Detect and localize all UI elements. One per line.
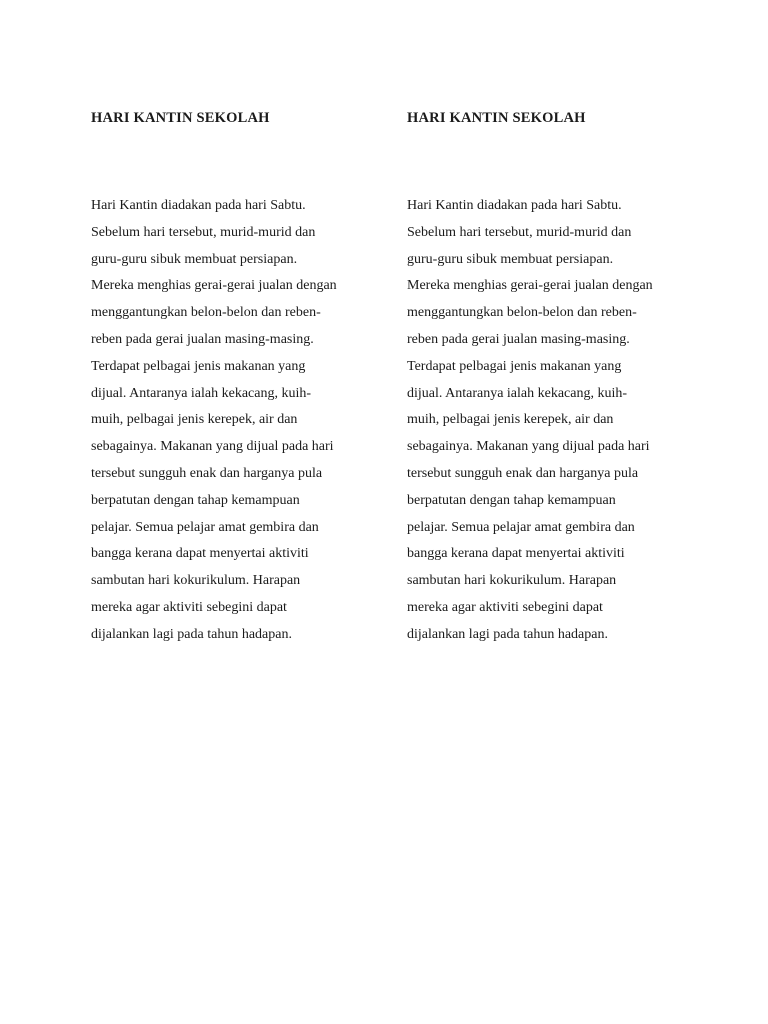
paragraph-line: mereka agar aktiviti sebegini dapat [91,599,287,615]
left-column [91,108,381,649]
paragraph-line: Sebelum hari tersebut, murid-murid dan [91,224,316,240]
right-column [407,108,697,649]
paragraph-line: Hari Kantin diadakan pada hari Sabtu. [407,198,622,213]
paragraph-line: Terdapat pelbagai jenis makanan yang [407,358,622,374]
paragraph-line: menggantungkan belon-belon dan reben- [407,305,637,321]
column-title: HARI KANTIN SEKOLAH [407,110,586,126]
paragraph-line: berpatutan dengan tahap kemampuan [407,492,616,508]
column-title: HARI KANTIN SEKOLAH [91,110,270,126]
paragraph-line: sambutan hari kokurikulum. Harapan [407,573,617,589]
paragraph-line: menggantungkan belon-belon dan reben- [91,305,321,321]
paragraph-line: sambutan hari kokurikulum. Harapan [91,573,301,589]
paragraph-line: sebagainya. Makanan yang dijual pada hari [91,439,334,455]
paragraph-line: Mereka menghias gerai-gerai jualan dengan [91,278,337,294]
paragraph-line: guru-guru sibuk membuat persiapan. [91,251,298,267]
paragraph-line: tersebut sungguh enak dan harganya pula [91,465,323,481]
paragraph-line: Hari Kantin diadakan pada hari Sabtu. [91,198,306,213]
paragraph-line: Terdapat pelbagai jenis makanan yang [91,358,306,374]
paragraph-line: dijual. Antaranya ialah kekacang, kuih- [91,385,312,401]
paragraph-line: berpatutan dengan tahap kemampuan [91,492,300,508]
paragraph-line: bangga kerana dapat menyertai aktiviti [407,546,625,562]
paragraph-line: reben pada gerai jualan masing-masing. [407,331,630,347]
paragraph-line: bangga kerana dapat menyertai aktiviti [91,546,309,562]
paragraph-line: guru-guru sibuk membuat persiapan. [407,251,614,267]
paragraph-line: muih, pelbagai jenis kerepek, air dan [91,412,298,428]
paragraph-line: dijalankan lagi pada tahun hadapan. [91,626,292,642]
paragraph-line: mereka agar aktiviti sebegini dapat [407,599,603,615]
paragraph-line: sebagainya. Makanan yang dijual pada hari [407,439,650,455]
paragraph-line: reben pada gerai jualan masing-masing. [91,331,314,347]
paragraph-line: dijalankan lagi pada tahun hadapan. [407,626,608,642]
paragraph-line: Mereka menghias gerai-gerai jualan dengan [407,278,653,294]
paragraph-line: pelajar. Semua pelajar amat gembira dan [407,519,635,535]
paragraph-line: tersebut sungguh enak dan harganya pula [407,465,639,481]
paragraph-line: dijual. Antaranya ialah kekacang, kuih- [407,385,628,401]
paragraph-line: pelajar. Semua pelajar amat gembira dan [91,519,319,535]
paragraph-line: Sebelum hari tersebut, murid-murid dan [407,224,632,240]
column-body [91,193,381,649]
column-body [407,193,697,649]
paragraph-line: muih, pelbagai jenis kerepek, air dan [407,412,614,428]
